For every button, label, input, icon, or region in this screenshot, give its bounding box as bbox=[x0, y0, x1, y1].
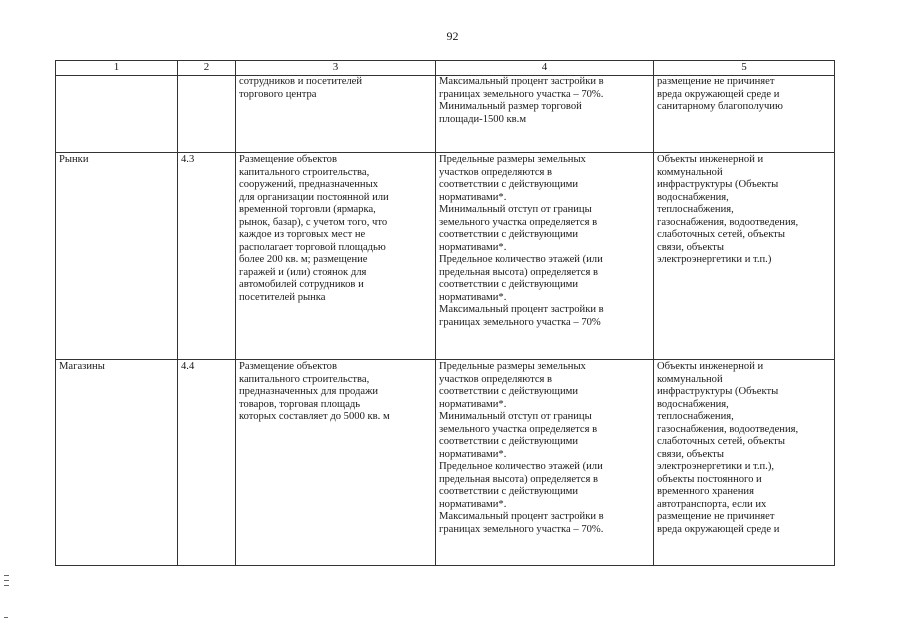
row-use-name bbox=[56, 76, 178, 153]
table-header-row bbox=[56, 61, 835, 76]
row-use-description bbox=[236, 153, 436, 360]
column-header-2: 2 bbox=[178, 61, 236, 76]
row-parameters bbox=[436, 76, 654, 153]
cell-text: Объекты инженерной и коммунальной инфраструктуры (Объекты водоснабжения, теплоснабжения, газоснабжения, водоотведения, слаботочных сетей, объекты связи, объекты электроэнергетики и т.п.), объекты постоянного и временного хранения автотранспорта, если их размещение не причиняет вреда окружающей среде и bbox=[657, 361, 799, 535]
row-use-code bbox=[178, 153, 236, 360]
row-use-description bbox=[236, 76, 436, 153]
table-row bbox=[56, 153, 835, 360]
cell-text: Размещение объектов капитального строительства, предназначенных для продажи товаров, торговая площадь которых составляет до 5000 кв. м bbox=[239, 361, 390, 422]
row-auxiliary-uses bbox=[654, 360, 835, 566]
page-number: 92 bbox=[446, 29, 459, 43]
land-use-table bbox=[55, 60, 835, 566]
cell-text: Магазины bbox=[59, 361, 105, 372]
row-use-description bbox=[236, 360, 436, 566]
column-header-5: 5 bbox=[654, 61, 835, 76]
cell-text: Объекты инженерной и коммунальной инфраструктуры (Объекты водоснабжения, теплоснабжения, газоснабжения, водоотведения, слаботочных сетей, объекты связи, объекты электроэнергетики и т.п.) bbox=[657, 154, 799, 265]
table-row bbox=[56, 360, 835, 566]
cell-text: Максимальный процент застройки в границах земельного участка – 70%. Минимальный размер торговой площади-1500 кв.м bbox=[439, 76, 604, 125]
row-use-name bbox=[56, 360, 178, 566]
scan-margin-tick bbox=[4, 617, 8, 618]
cell-text: 4.3 bbox=[181, 154, 195, 165]
row-use-code bbox=[178, 76, 236, 153]
table-row bbox=[56, 76, 835, 153]
cell-text: Предельные размеры земельных участков определяются в соответствии с действующими нормативами*. Минимальный отступ от границы земельного участка определяется в соответствии с действующими нормативами*. Предельное количество этажей (или предельная высота) определяется в соответствии с действующими нормативами*. Максимальный процент застройки в границах земельного участка – 70%. bbox=[439, 361, 604, 535]
cell-text: Размещение объектов капитального строительства, сооружений, предназначенных для организации постоянной или временной торговли (ярмарка, рынок, базар), с учетом того, что каждое из торговых мест не располагает торговой площадью более 200 кв. м; размещение гаражей и (или) стоянок для автомобилей сотрудников и посетителей рынка bbox=[239, 154, 389, 303]
row-parameters bbox=[436, 153, 654, 360]
cell-text: 4.4 bbox=[181, 361, 195, 372]
row-auxiliary-uses bbox=[654, 76, 835, 153]
cell-text: сотрудников и посетителей торгового центра bbox=[239, 76, 363, 100]
scan-margin-mark bbox=[4, 575, 9, 590]
cell-text: размещение не причиняет вреда окружающей среде и санитарному благополучию bbox=[657, 76, 783, 112]
cell-text: Рынки bbox=[59, 154, 89, 165]
column-header-4: 4 bbox=[436, 61, 654, 76]
column-header-3: 3 bbox=[236, 61, 436, 76]
row-auxiliary-uses bbox=[654, 153, 835, 360]
column-header-1: 1 bbox=[56, 61, 178, 76]
row-use-code bbox=[178, 360, 236, 566]
row-use-name bbox=[56, 153, 178, 360]
row-parameters bbox=[436, 360, 654, 566]
cell-text: Предельные размеры земельных участков определяются в соответствии с действующими нормативами*. Минимальный отступ от границы земельного участка определяется в соответствии с действующими нормативами*. Предельное количество этажей (или предельная высота) определяется в соответствии с действующими нормативами*. Максимальный процент застройки в границах земельного участка – 70% bbox=[439, 154, 604, 328]
